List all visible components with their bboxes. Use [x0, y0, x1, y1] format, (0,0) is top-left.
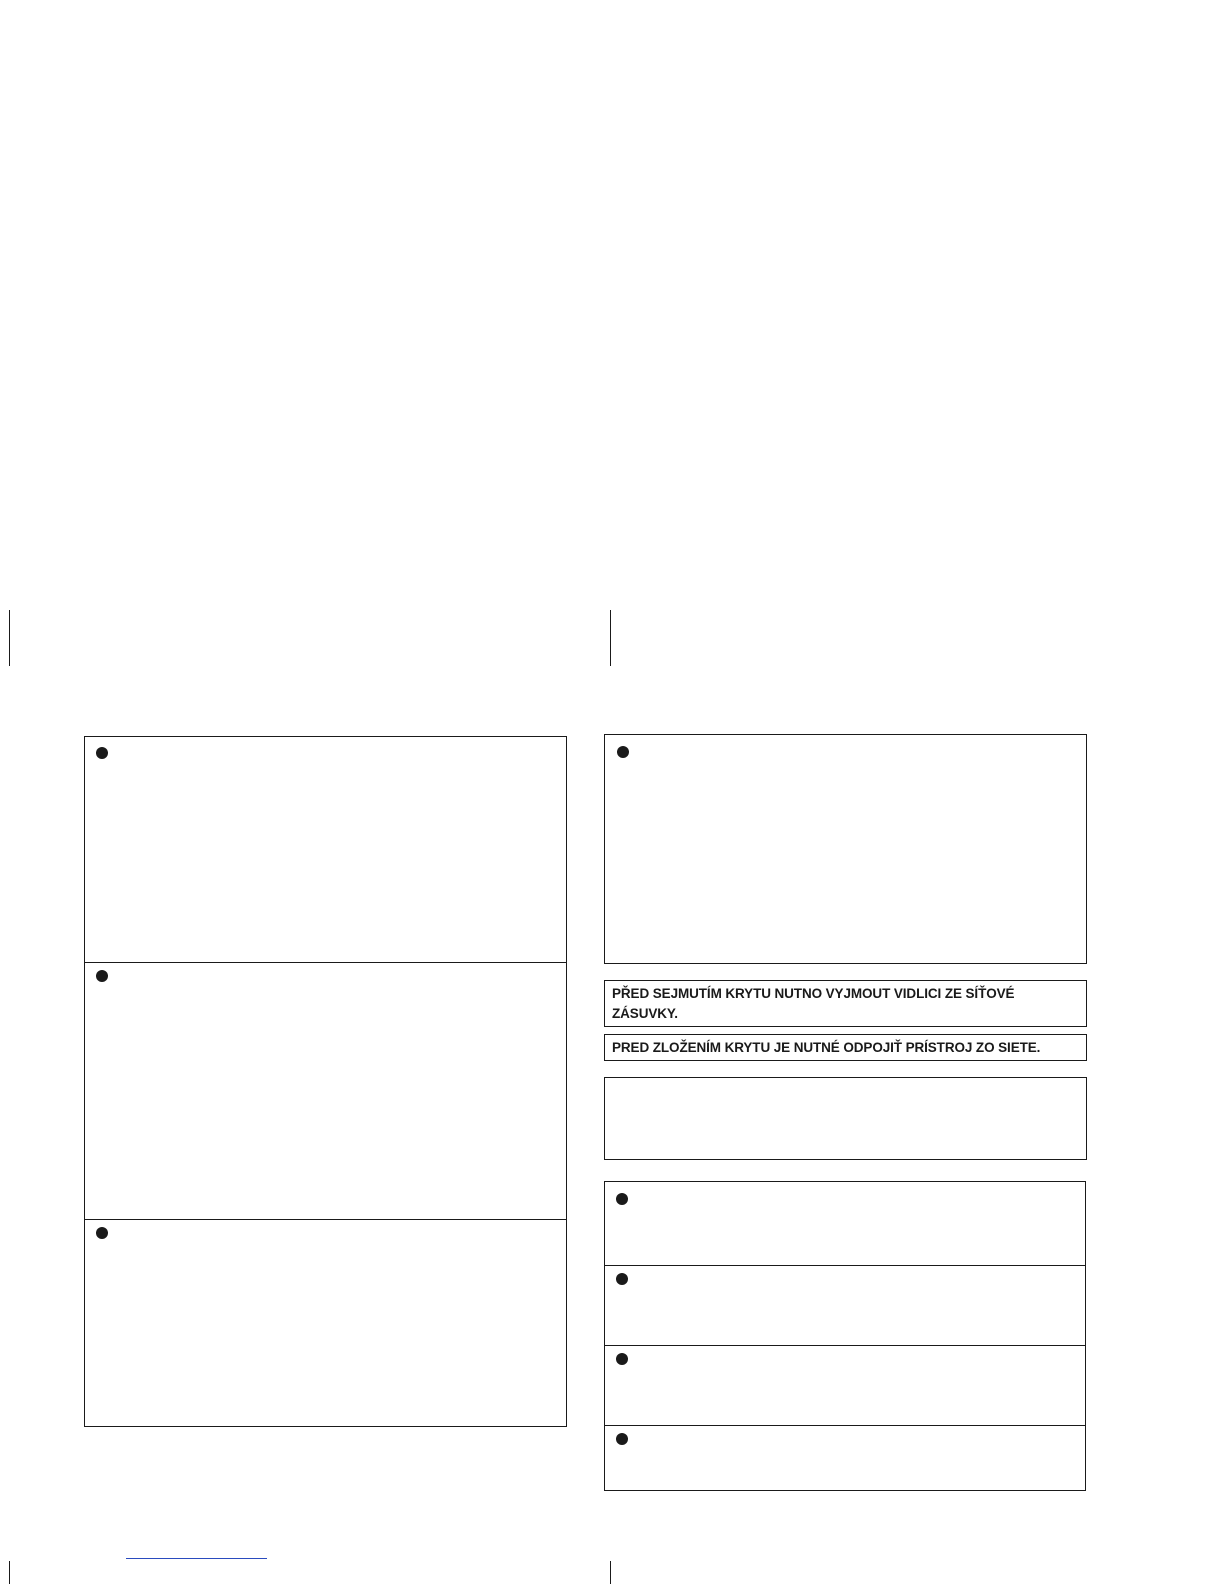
section-divider [605, 1425, 1085, 1426]
right-bottom-notice-panel [604, 1181, 1086, 1491]
section-divider [605, 1265, 1085, 1266]
bullet-icon [616, 1433, 628, 1445]
crop-mark-center [610, 610, 611, 666]
right-top-notice-box [604, 734, 1087, 964]
bullet-icon [616, 1193, 628, 1205]
warning-czech: PŘED SEJMUTÍM KRYTU NUTNO VYJMOUT VIDLICI ZE SÍŤOVÉ ZÁSUVKY. [604, 980, 1087, 1027]
bullet-icon [617, 746, 629, 758]
bullet-icon [96, 970, 108, 982]
crop-mark-left-bottom [9, 1561, 10, 1584]
empty-notice-box [604, 1077, 1087, 1160]
warning-slovak: PRED ZLOŽENÍM KRYTU JE NUTNÉ ODPOJIŤ PRÍSTROJ ZO SIETE. [604, 1034, 1087, 1061]
crop-mark-center-bottom [610, 1561, 611, 1584]
section-divider [85, 962, 566, 963]
crop-mark-left [9, 610, 10, 666]
bullet-icon [96, 747, 108, 759]
bullet-icon [616, 1273, 628, 1285]
footer-rule [126, 1558, 267, 1559]
bullet-icon [96, 1227, 108, 1239]
section-divider [85, 1219, 566, 1220]
bullet-icon [616, 1353, 628, 1365]
section-divider [605, 1345, 1085, 1346]
left-notice-panel [84, 736, 567, 1427]
